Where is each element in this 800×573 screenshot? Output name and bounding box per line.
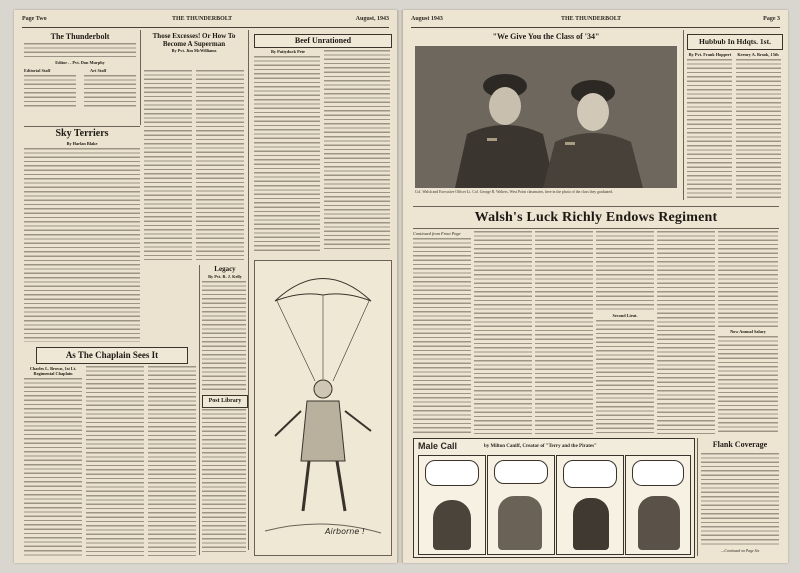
art-staff-label: Art Staff <box>90 68 107 73</box>
col-divider <box>199 265 200 555</box>
left-page-date: August, 1943 <box>355 16 389 22</box>
flank-body <box>701 453 779 547</box>
photo-caption: Col. Walsh and Executive Officer Lt. Col. George R. Walters, West Point classmates, here in the photo of the class they graduated. <box>415 190 614 194</box>
cartoon-caption: Airborne ! <box>325 527 365 536</box>
col-divider <box>697 438 698 556</box>
comic-panel-4 <box>625 455 691 555</box>
chaplain-headline: As The Chaplain Sees It <box>36 347 188 364</box>
continued-on-label: —Continued on Page Six <box>721 549 760 553</box>
two-officers-image <box>415 46 677 188</box>
sky-terriers-body <box>24 148 140 342</box>
walsh-column-1 <box>413 238 471 434</box>
section-rule <box>24 126 140 127</box>
excesses-headline: Those Excesses! Or How To Become A Superman <box>152 32 236 48</box>
header-rule <box>22 27 389 28</box>
hubbub-byline: By Pvt. Frank Hoppert <box>688 52 732 57</box>
section-rule <box>413 228 779 229</box>
airborne-cartoon <box>254 260 392 556</box>
legacy-byline: By Pvt. R. J. Kelly <box>208 274 242 279</box>
newspaper-spread <box>14 10 788 563</box>
editorial-staff-list <box>24 75 76 109</box>
legacy-poem <box>202 281 246 391</box>
annual-salary-subhead: Now Annual Salary <box>730 329 766 334</box>
character-figure <box>638 496 680 550</box>
right-page-date: August 1943 <box>411 16 443 22</box>
excesses-byline: By Pvt. Jim McWilliams <box>171 48 217 53</box>
excesses-column-1 <box>144 70 192 260</box>
male-call-comic <box>413 438 695 558</box>
beef-column-1 <box>254 56 320 252</box>
walsh-column-3 <box>535 231 593 434</box>
col-divider <box>140 30 141 125</box>
chaplain-byline: Charles L. Brown, 1st Lt. Regimental Chaplain <box>29 366 77 376</box>
left-page <box>14 10 397 563</box>
left-page-header <box>22 16 389 26</box>
character-figure <box>573 498 609 550</box>
hubbub-headline: Hubbub In Hdqts. 1st. <box>687 34 783 50</box>
comic-title: Male Call <box>418 441 458 451</box>
hubbub-column-2 <box>736 59 781 199</box>
chaplain-column-2 <box>86 366 144 556</box>
col-divider <box>248 30 249 550</box>
beef-column-2 <box>324 50 390 252</box>
chaplain-column-1 <box>24 378 82 556</box>
photo-headline: "We Give You the Class of '34" <box>492 32 600 41</box>
left-page-label: Page Two <box>22 16 47 22</box>
flank-headline: Flank Coverage <box>712 440 768 449</box>
masthead-editor: Editor . . Pvt. Don Murphy <box>55 60 105 65</box>
continued-from-label: Continued from Front Page <box>413 231 461 236</box>
left-paper-name: THE THUNDERBOLT <box>172 16 233 22</box>
post-library-headline: Post Library <box>202 395 248 408</box>
speech-bubble <box>494 460 548 484</box>
right-page-header <box>411 16 780 26</box>
comic-panel-3 <box>556 455 624 555</box>
art-staff-list <box>84 75 136 109</box>
speech-bubble <box>425 460 479 486</box>
hubbub-column-1 <box>687 59 732 199</box>
chaplain-column-3 <box>148 366 196 556</box>
speech-bubble <box>632 460 684 486</box>
walsh-column-4a <box>596 231 654 311</box>
masthead-box <box>24 32 136 122</box>
post-library-body <box>202 409 246 555</box>
editorial-staff-label: Editorial Staff <box>24 68 51 73</box>
beef-byline: By Pattyduck Pete <box>271 49 305 54</box>
walsh-column-6a <box>718 231 778 327</box>
walsh-column-6b <box>718 336 778 434</box>
hubbub-byline-2: Keenry A. Brook, 15th <box>737 52 779 57</box>
sky-terriers-byline: By Harlan Blake <box>66 141 98 146</box>
character-figure <box>498 496 542 550</box>
sky-terriers-headline: Sky Terriers <box>55 128 109 139</box>
paratrooper-drawing <box>255 261 391 555</box>
col-divider <box>683 30 684 200</box>
walsh-column-5 <box>657 231 715 434</box>
masthead-blurb <box>24 43 136 57</box>
legacy-headline: Legacy <box>214 265 236 273</box>
header-rule <box>411 27 780 28</box>
comic-panel-1 <box>418 455 486 555</box>
walsh-column-4b <box>596 320 654 434</box>
comic-panel-2 <box>487 455 555 555</box>
center-fold <box>397 10 403 563</box>
right-page-label: Page 3 <box>763 16 780 22</box>
beef-headline: Beef Unrationed <box>254 34 392 48</box>
walsh-column-2 <box>474 231 532 434</box>
walsh-headline: Walsh's Luck Richly Endows Regiment <box>474 210 718 225</box>
masthead-title: The Thunderbolt <box>50 32 110 41</box>
excesses-article <box>144 32 244 53</box>
character-figure <box>433 500 471 550</box>
comic-credit: by Milton Caniff, Creator of "Terry and the Pirates" <box>484 444 597 449</box>
section-rule <box>413 206 779 207</box>
right-paper-name: THE THUNDERBOLT <box>561 16 622 22</box>
right-page <box>403 10 788 563</box>
excesses-column-2 <box>196 70 244 260</box>
officers-photo <box>415 46 677 188</box>
speech-bubble <box>563 460 617 488</box>
second-lieut-subhead: Second Lieut. <box>612 313 638 318</box>
